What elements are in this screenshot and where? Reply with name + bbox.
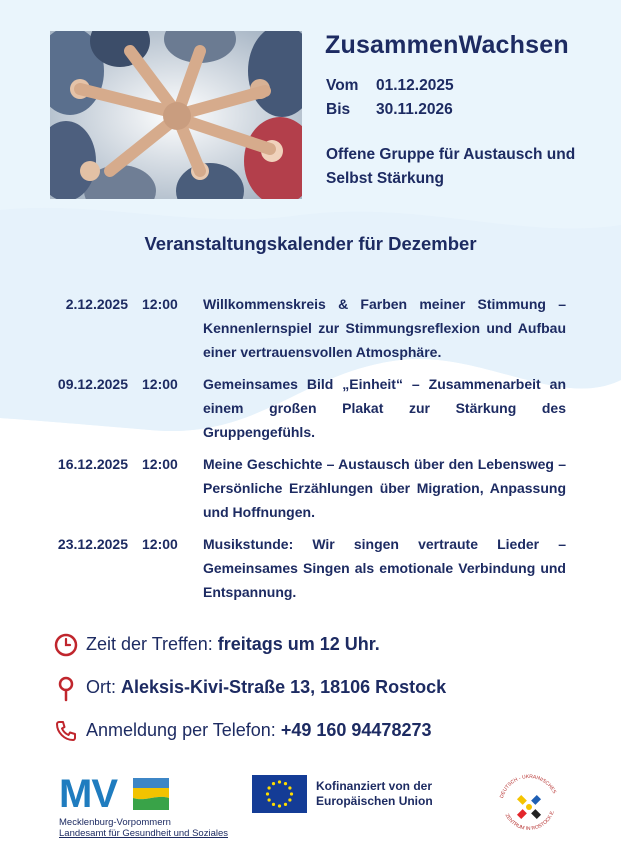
calendar-title: Veranstaltungskalender für Dezember [144, 233, 477, 254]
eu-star [278, 780, 281, 783]
phone-icon [54, 719, 78, 743]
eu-star [272, 803, 275, 806]
center-logo-bottom-text: ZENTRUM IN ROSTOCK E. [503, 809, 556, 832]
german-ukrainian-center-logo [492, 771, 566, 837]
event-time: 12:00 [142, 296, 178, 312]
to-label: Bis [326, 101, 351, 118]
event-item [40, 292, 566, 364]
meeting-time-value: freitags um 12 Uhr. [217, 634, 380, 654]
phone-value: +49 160 94478273 [280, 720, 432, 740]
eu-line-2: Europäischen Union [316, 794, 433, 808]
event-date: 23.12.2025 [57, 536, 128, 552]
eu-star [266, 792, 269, 795]
event-item [40, 532, 566, 604]
event-subtitle: Offene Gruppe für Austausch und Selbst Stärkung [326, 146, 576, 187]
event-date: 09.12.2025 [57, 376, 128, 392]
svg-text:DEUTSCH - UKRAINISCHES [499, 774, 558, 799]
clock-icon [54, 633, 78, 657]
date-from-row [326, 74, 454, 98]
location-value: Aleksis-Kivi-Straße 13, 18106 Rostock [121, 677, 447, 697]
eu-star [284, 803, 287, 806]
mv-flag-icon [133, 778, 169, 810]
mv-state-name: Mecklenburg-Vorpommern [59, 817, 171, 828]
eu-star [288, 798, 291, 801]
mv-logo-text: MV [59, 772, 117, 816]
from-date: 01.12.2025 [376, 77, 454, 94]
event-date: 16.12.2025 [57, 456, 128, 472]
event-item [40, 452, 566, 524]
eu-flag-icon [252, 775, 307, 813]
eu-star [272, 782, 275, 785]
mv-agency-name: Landesamt für Gesundheit und Soziales [59, 828, 228, 839]
event-time: 12:00 [142, 376, 178, 392]
event-title: ZusammenWachsen [325, 31, 569, 59]
eu-star [268, 786, 271, 789]
location-pin-icon [54, 676, 78, 702]
eu-star [268, 798, 271, 801]
to-date: 30.11.2026 [376, 101, 453, 118]
event-list [40, 292, 566, 612]
event-time: 12:00 [142, 456, 178, 472]
event-item [40, 372, 566, 444]
event-description: Meine Geschichte – Austausch über den Lebensweg – Persönliche Erzählungen über Migration, Anpassung und Hoffnungen. [203, 456, 566, 520]
event-date: 2.12.2025 [65, 296, 128, 312]
eu-line-1: Kofinanziert von der [316, 779, 433, 793]
location-label: Ort: [86, 677, 116, 697]
event-description: Willkommenskreis & Farben meiner Stimmung – Kennenlernspiel zur Stimmungsreflexion und Aufbau einer vertrauensvollen Atmosphäre. [203, 296, 566, 360]
event-time: 12:00 [142, 536, 178, 552]
eu-star [278, 804, 281, 807]
date-range [326, 74, 454, 122]
eu-funding-text [316, 779, 433, 809]
from-label: Vom [326, 77, 359, 94]
phone-label: Anmeldung per Telefon: [86, 720, 276, 740]
group-hands-photo [50, 31, 302, 199]
date-to-row [326, 98, 454, 122]
center-logo-top-text: DEUTSCH - UKRAINISCHES [498, 773, 558, 799]
eu-star [288, 786, 291, 789]
meeting-time-label: Zeit der Treffen: [86, 634, 213, 654]
eu-star [290, 792, 293, 795]
mv-logo [59, 772, 249, 842]
event-description: Musikstunde: Wir singen vertraute Lieder – Gemeinsames Singen als emotionale Verbindung und Entspannung. [203, 536, 566, 600]
eu-star [284, 782, 287, 785]
event-description: Gemeinsames Bild „Einheit“ – Zusammenarbeit an einem großen Plakat zur Stärkung des Gruppengefühls. [203, 376, 566, 440]
